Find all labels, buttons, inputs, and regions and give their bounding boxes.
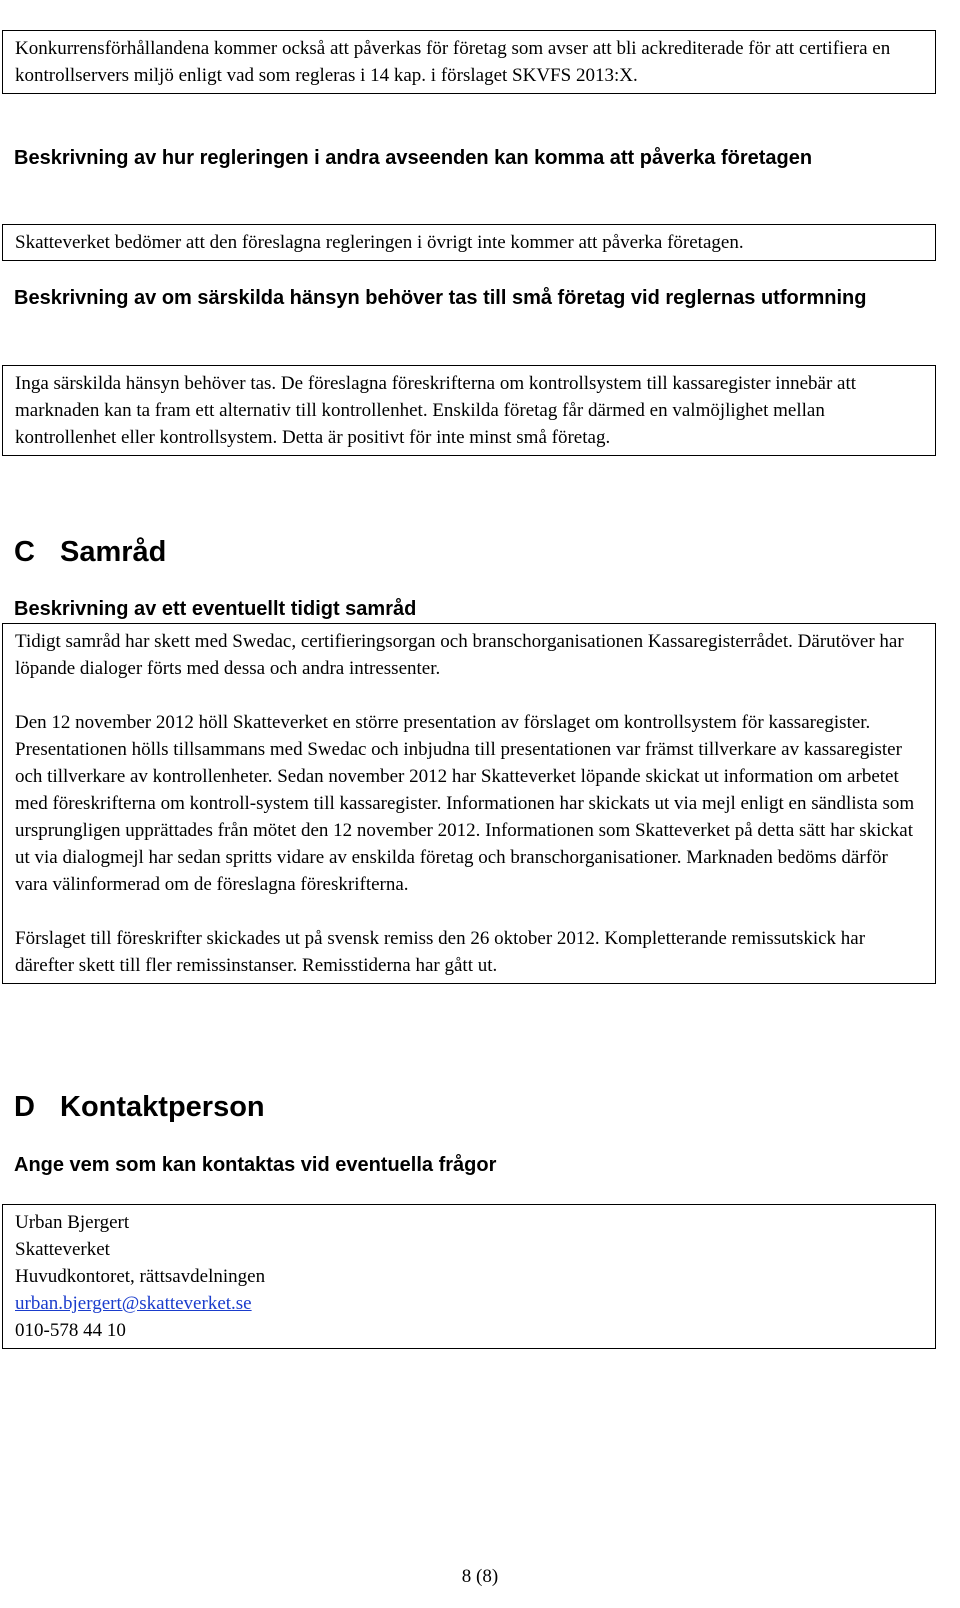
- contact-department: Huvudkontoret, rättsavdelningen: [15, 1266, 266, 1287]
- consultation-paragraph-3: Förslaget till föreskrifter skickades ut på svensk remiss den 26 oktober 2012. Kompletterande remissutskick har därefter skett till fler remissinstanser. Remisstiderna har gått ut.: [15, 928, 866, 976]
- section-d-letter: D: [14, 1091, 35, 1123]
- competition-text: Konkurrensförhållandena kommer också att påverkas för företag som avser att bli ackrediterade för att certifiera en kontrollservers miljö enligt vad som regleras i 14 kap. i förslaget SKVFS 2013:X.: [15, 38, 891, 86]
- small-business-text: Inga särskilda hänsyn behöver tas. De föreslagna föreskrifterna om kontrollsystem till kassaregister innebär att marknaden kan ta fram ett alternativ till kontrollenhet. Enskilda företag får därmed en valmöjlighet mellan kontrollenhet eller kontrollsystem. Detta är positivt för inte minst små företag.: [15, 373, 857, 448]
- heading-other-effects: Beskrivning av hur regleringen i andra avseenden kan komma att påverka företagen: [14, 147, 813, 169]
- section-d-title: Kontaktperson: [60, 1091, 265, 1123]
- contact-organization: Skatteverket: [15, 1239, 110, 1260]
- consultation-text-box: [2, 623, 936, 984]
- section-c-letter: C: [14, 536, 35, 568]
- section-c-heading: [14, 535, 166, 569]
- contact-phone: 010-578 44 10: [15, 1320, 126, 1341]
- small-business-text-box: [2, 365, 936, 456]
- heading-small-business: Beskrivning av om särskilda hänsyn behöver tas till små företag vid reglernas utformning: [14, 287, 867, 309]
- heading-consultation: Beskrivning av ett eventuellt tidigt samråd: [14, 598, 417, 620]
- heading-contact: Ange vem som kan kontaktas vid eventuella frågor: [14, 1154, 497, 1176]
- contact-email-link[interactable]: urban.bjergert@skatteverket.se: [15, 1293, 252, 1314]
- other-effects-text: Skatteverket bedömer att den föreslagna regleringen i övrigt inte kommer att påverka företagen.: [15, 232, 744, 253]
- contact-name: Urban Bjergert: [15, 1212, 130, 1233]
- consultation-paragraph-2: Den 12 november 2012 höll Skatteverket en större presentation av förslaget om kontrollsystem för kassaregister. Presentationen hölls tillsammans med Swedac och inbjudna till presentationen var främst tillverkare av kassaregister och tillverkare av kontrollenheter. Sedan november 2012 har Skatteverket löpande skickat ut information om arbetet med föreskrifterna om kontroll-system till kassaregister. Informationen har skickats ut via mejl enligt en sändlista som ursprungligen upprättades från mötet den 12 november 2012. Informationen som Skatteverket på detta sätt har skickat ut via dialogmejl har sedan spritts vidare av enskilda företag och branschorganisationer. Marknaden bedöms därför vara välinformerad om de föreslagna föreskrifterna.: [15, 712, 915, 895]
- competition-text-box: [2, 30, 936, 94]
- section-c-title: Samråd: [60, 536, 167, 568]
- section-d-heading: [14, 1090, 265, 1124]
- other-effects-text-box: [2, 224, 936, 261]
- consultation-paragraph-1: Tidigt samråd har skett med Swedac, certifieringsorgan och branschorganisationen Kassaregisterrådet. Därutöver har löpande dialoger förts med dessa och andra intressenter.: [15, 631, 904, 679]
- page-number: 8 (8): [461, 1566, 499, 1587]
- contact-box: [2, 1204, 936, 1349]
